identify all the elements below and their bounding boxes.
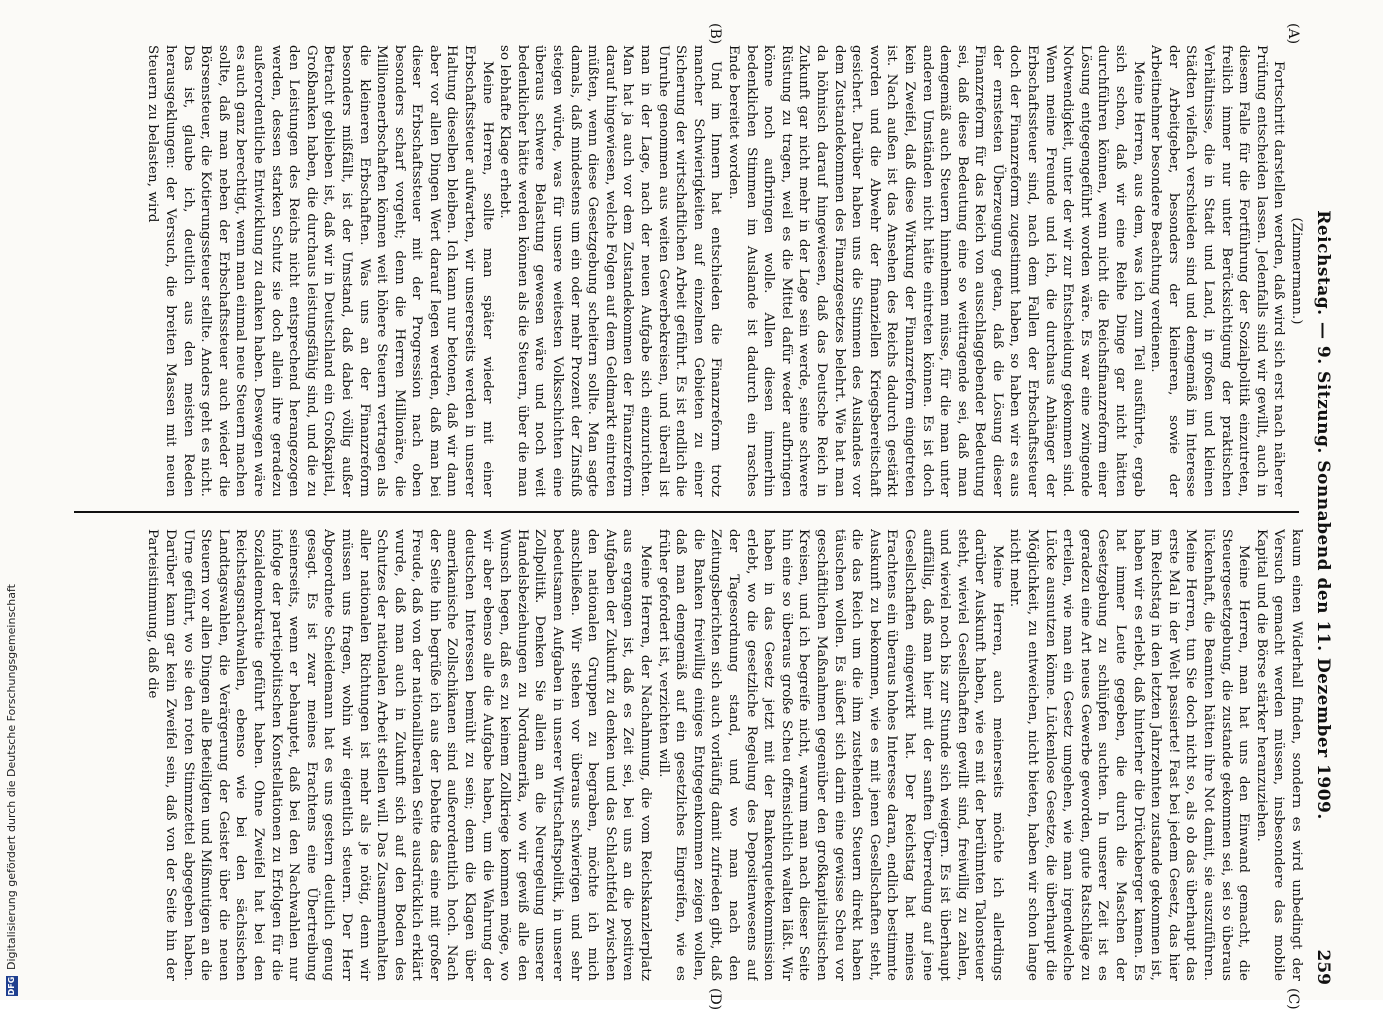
- speaker-name: (Zimmermann.): [1289, 217, 1304, 325]
- margin-marker-a: (A): [1285, 23, 1301, 45]
- paragraph: Meine Herren, sollte man später wieder mit einer Erbschaftssteuer aufwarten, wir unsererseits werden in unserer Haltung dieselben bleiben. Ich kann nur betonen, daß wir dann aber vor allen Dingen Wert darauf legen werden, daß man bei dieser Erbschaftssteuer mit der Progression nach oben besonders scharf vorgeht; denn die Herren Millionäre, die Millionenerbschaften können weit höhere Steuern vertragen als die kleineren Erbschaften. Was uns an der Finanzreform besonders mißfällt, ist der Umstand, daß dabei völlig außer Betracht geblieben ist, daß wir in Deutschland ein Großkapital, Großbanken haben, die durchaus leistungsfähig sind, und die zu den Leistungen des Reichs nicht entsprechend herangezogen werden, dessen starken Schutz sie doch allein ihre geradezu außerordentliche Entwicklung zu danken haben. Deswegen wäre es auch ganz berechtigt, wenn man einmal neue Steuern machen sollte, daß man neben der Erbschaftssteuer auch wieder die Börsensteuer, die Kotierungssteuer stellte. Anders geht es nicht. Das ist, glaube ich, deutlich aus den meisten Reden herausgeklungen: der Versuch, die breiten Massen mit neuen Steuern zu belasten, wird: [145, 45, 495, 497]
- running-title: Reichstag. — 9. Sitzung. Sonnabend den 11. Dezember 1909.: [1313, 210, 1333, 820]
- paragraph: Meine Herren, auch meinerseits möchte ich allerdings darüber Auskunft haben, wie es mit der berühmten Talonsteuer steht, wieviel Gesellschaften gewillt sind, freiwillig zu zahlen, und wieviel noch bis zur Stunde sich weigern. Es ist überhaupt auffällig, daß man hier mit der sanften Überredung auf jene Gesellschaften eingewirkt hat. Der Reichstag hat meines Erachtens ein überaus hohes Interesse daran, endlich bestimmte Auskunft zu bekommen, wie es mit jenen Gesellschaften steht, die das Reich um die ihm zustehenden Steuern direkt haben täuschen wollen. Es äußert sich darin eine gewisse Scheu vor geschäftlichen Maßnahmen gegenüber den großkapitalistischen Kreisen, und ich begreife nicht, warum man nach dieser Seite hin eine so überaus große Scheu offensichtlich walten läßt. Wir haben in das Gesetz jetzt mit der Bankenquetekommission erlebt, wo die gesetzliche Regelung des Depositenwesens auf der Tagesordnung stand, und wo man nach den Zeitungsberichten sich auch vorläufig damit zufrieden gibt, daß die Banken freiwillig einiges Entgegenkommen zeigen wollen, daß man demgemäß auf ein gesetzliches Eingreifen, wie es früher gefordert ist, verzichten will.: [655, 529, 1005, 981]
- left-column: [80, 45, 1305, 497]
- dfg-logo-icon: DFG: [6, 976, 16, 996]
- paragraph: Und im Innern hat entschieden die Finanzreform trotz mancher Schwierigkeiten auf einzelnen Gebieten zu einer Sicherung der wirtschaftlichen Arbeit geführt. Es ist endlich die Unruhe genommen aus weiten Gewerbekreisen, und überall ist man in der Lage, nach der neuen Aufgabe sich einzurichten. Man hat ja auch vor dem Zustandekommen der Finanzreform darauf hingewiesen, welche Folgen auf dem Geldmarkt eintreten müßten, wenn diese Gesetzgebung scheitern sollte. Man sagte damals, daß mindestens um ein oder mehr Prozent der Zinsfuß steigen würde, was für unsere weitesten Volksschichten eine überaus schwere Belastung gewesen wäre und noch weit bedenklicher hätte werden können als die Steuern, über die man so lebhafte Klage erhebt.: [497, 45, 724, 497]
- watermark-text: Digitalisierung gefördert durch die Deutsche Forschungsgemeinschaft: [5, 584, 18, 970]
- margin-marker-d: (D): [707, 988, 723, 1010]
- paragraph: kaum einen Widerhall finden, sondern es wird unbedingt der Versuch gemacht werden müssen, insbesondere das mobile Kapital und die Börse stärker heranzuziehen.: [1253, 529, 1304, 981]
- margin-marker-b: (B): [707, 23, 723, 45]
- paragraph: Fortschritt darstellen werden, daß wird sich erst nach näherer Prüfung entscheiden lassen. Jedenfalls sind wir gewillt, auch in diesem Falle für die Fortführung der Sozialpolitik einzutreten, freilich immer nur unter Berücksichtigung der praktischen Verhältnisse, die in Stadt und Land, in großen und kleinen Städten vielfach verschieden sind und demgemäß im Interesse der Arbeitgeber, besonders der kleineren, sowie der Arbeitnehmer besondere Beachtung verdienen.: [1148, 45, 1287, 497]
- page-header: [1307, 45, 1335, 985]
- page-number: 259: [1313, 949, 1333, 985]
- paragraph: Meine Herren, man hat uns den Einwand gemacht, die Steuergesetzgebung, die zustande gekommen sei, sei so überaus lückenhaft, die Beamten hätten ihre Not damit, sie auszuführen. Meine Herren, tun Sie doch nicht so, als ob das überhaupt das erste Mal in der Welt passierte! Fast bei jedem Gesetz, das hier im Reichstag in den letzten Jahrzehnten zustande gekommen ist, haben wir es erlebt, daß hinterher die Drückeberger kamen. Es hat immer Leute gegeben, die durch die Maschen der Gesetzgebung zu schlüpfen suchten. In unserer Zeit ist es geradezu eine Art neues Gewerbe geworden, gute Ratschläge zu erteilen, wie man ein Gesetz umgehen, wie man irgendwelche Lücke ausnutzen könne. Lückenlose Gesetze, die überhaupt die Möglichkeit, zu entweichen, nicht bieten, haben wir schon lange nicht mehr.: [1007, 529, 1252, 981]
- right-column: [80, 529, 1305, 981]
- rotated-document-page: [70, 23, 1335, 1010]
- margin-marker-c: (C): [1285, 988, 1301, 1010]
- paragraph: Meine Herren, der Nachahmung, die vom Reichskanzlerplatz aus ergangen ist, daß es Zeit sei, bei uns an die positiven Aufgaben der Zukunft zu denken und das Schlachtfeld zwischen den nationalen Gruppen zu begraben, möchte ich mich anschließen. Wir stehen vor überaus schwierigen und sehr bedeutsamen Aufgaben in unserer Wirtschaftspolitik, in unserer Zollpolitik. Denken Sie allein an die Neuregelung unserer Handelsbeziehungen zu Nordamerika, wo wir gewiß alle den Wunsch hegen, daß es zu keinem Zollkriege kommen möge, wo wir aber ebenso alle die Aufgabe haben, um die Wahrung der deutschen Interessen bemüht zu sein; denn die Klagen über amerikanische Zollschikanen sind außerordentlich hoch. Nach der Seite hin begrüße ich aus der Debatte das eine mit großer Freude, daß von der nationalliberalen Seite ausdrücklich erklärt wurde, daß man auch in Zukunft sich auf den Boden des Schutzes der nationalen Arbeit stellen will. Das Zusammenhalten aller nationalen Richtungen ist mehr als je nötig, denn wir müssen uns fragen, wohin wir eigentlich steuern. Der Herr Abgeordnete Scheidemann hat es uns gestern deutlich genug gesagt. Es ist zwar meines Erachtens eine Übertreibung seinerseits, wenn er behauptet, daß bei den Nachwahlen nur infolge der parteipolitischen Konstellationen zu Erfolgen für die Sozialdemokratie geführt haben. Ohne Zweifel hat bei den Reichstagsnachwahlen, ebenso wie bei den sächsischen Landtagswahlen, die Verärgerung der Geister über die neuen Steuern vor allen Dingen alle Beteiligten und Mißmutigen an die Urne geführt, wo sie den roten Stimmzettel abgegeben haben. Darüber kann gar kein Zweifel sein, daß von der Seite hin der Parteistimmung, daß die: [145, 529, 654, 981]
- dfg-watermark: [5, 584, 18, 996]
- column-divider: [74, 511, 1299, 513]
- paragraph: Meine Herren, aus dem, was ich zum Teil ausführte, ergab sich schon, daß wir eine Reihe Dinge gar nicht hätten durchführen können, wenn nicht die Reichsfinanzreform einer Lösung entgegengeführt worden wäre. Es war eine zwingende Notwendigkeit, unter der wir zur Entscheidung gekommen sind. Wenn meine Freunde und ich, die durchaus Anhänger der Erbschaftssteuer sind, nach dem Fallen der Erbschaftssteuer doch der Finanzreform zugestimmt haben, so haben wir es aus der ernstesten Überzeugung getan, daß die Lösung dieser Finanzreform für das Reich von ausschlaggebender Bedeutung sei, daß diese Bedeutung eine so weittragende sei, daß man demgemäß auch Steuern hinnehmen müsse, für die man unter anderen Umständen nicht hätte eintreten können. Es ist doch kein Zweifel, daß diese Wirkung der Finanzreform eingetreten ist. Nach außen ist das Ansehen des Reichs dadurch gestärkt worden und die Abwehr der finanziellen Kriegsbereitschaft gesichert. Darüber haben uns die Stimmen des Auslandes vor dem Zustandekommen des Finanzgesetzes belehrt. Wie hat man da höhnisch darauf hingewiesen, daß das Deutsche Reich in Zukunft gar nicht mehr in der Lage sein werde, seine schwere Rüstung zu tragen, weil es die Mittel dafür weder aufbringen könne noch aufbringen wolle. Allen diesen immerhin bedenklichen Stimmen im Auslande ist dadurch ein rasches Ende bereitet worden.: [726, 45, 1146, 497]
